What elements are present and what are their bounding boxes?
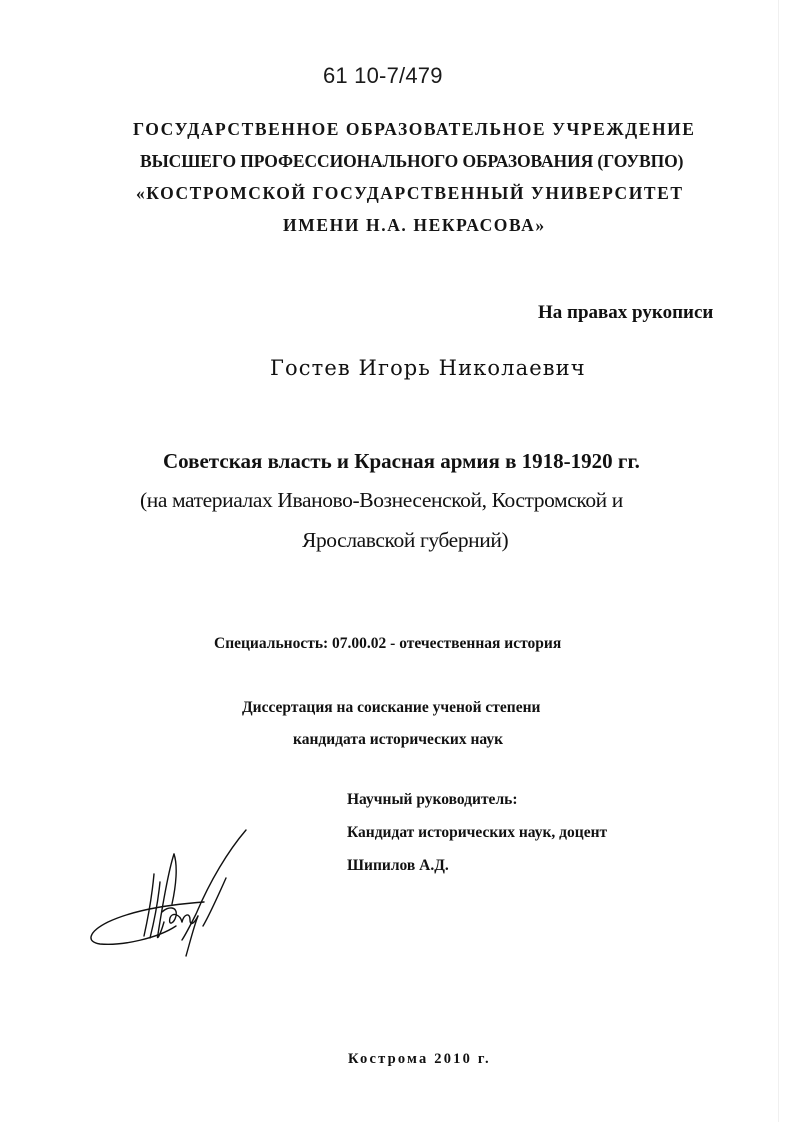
city-year: Кострома 2010 г. — [348, 1051, 491, 1067]
supervisor-name: Шипилов А.Д. — [347, 857, 449, 874]
institution-line: «КОСТРОМСКОЙ ГОСУДАРСТВЕННЫЙ УНИВЕРСИТЕТ — [136, 183, 684, 203]
institution-line: ИМЕНИ Н.А. НЕКРАСОВА» — [283, 215, 546, 235]
document-code: 61 10-7/479 — [323, 63, 443, 88]
degree-line: кандидата исторических наук — [293, 731, 504, 748]
specialty: Специальность: 07.00.02 - отечественная история — [214, 635, 562, 652]
institution-line: ГОСУДАРСТВЕННОЕ ОБРАЗОВАТЕЛЬНОЕ УЧРЕЖДЕНИЕ — [133, 119, 696, 139]
institution-line: ВЫСШЕГО ПРОФЕССИОНАЛЬНОГО ОБРАЗОВАНИЯ (ГОУВПО) — [140, 151, 684, 171]
title-main: Советская власть и Красная армия в 1918-1920 гг. — [163, 449, 640, 473]
title-subtitle-line: (на материалах Иваново-Вознесенской, Костромской и — [140, 488, 623, 512]
supervisor-label: Научный руководитель: — [347, 791, 518, 808]
degree-line: Диссертация на соискание ученой степени — [242, 699, 541, 716]
supervisor-degree: Кандидат исторических наук, доцент — [347, 824, 608, 841]
title-subtitle-line: Ярославской губерний) — [302, 528, 509, 552]
author-name: Гостев Игорь Николаевич — [270, 356, 586, 380]
signature-icon — [78, 826, 258, 961]
manuscript-note: На правах рукописи — [538, 302, 714, 323]
page-edge — [778, 0, 779, 1122]
